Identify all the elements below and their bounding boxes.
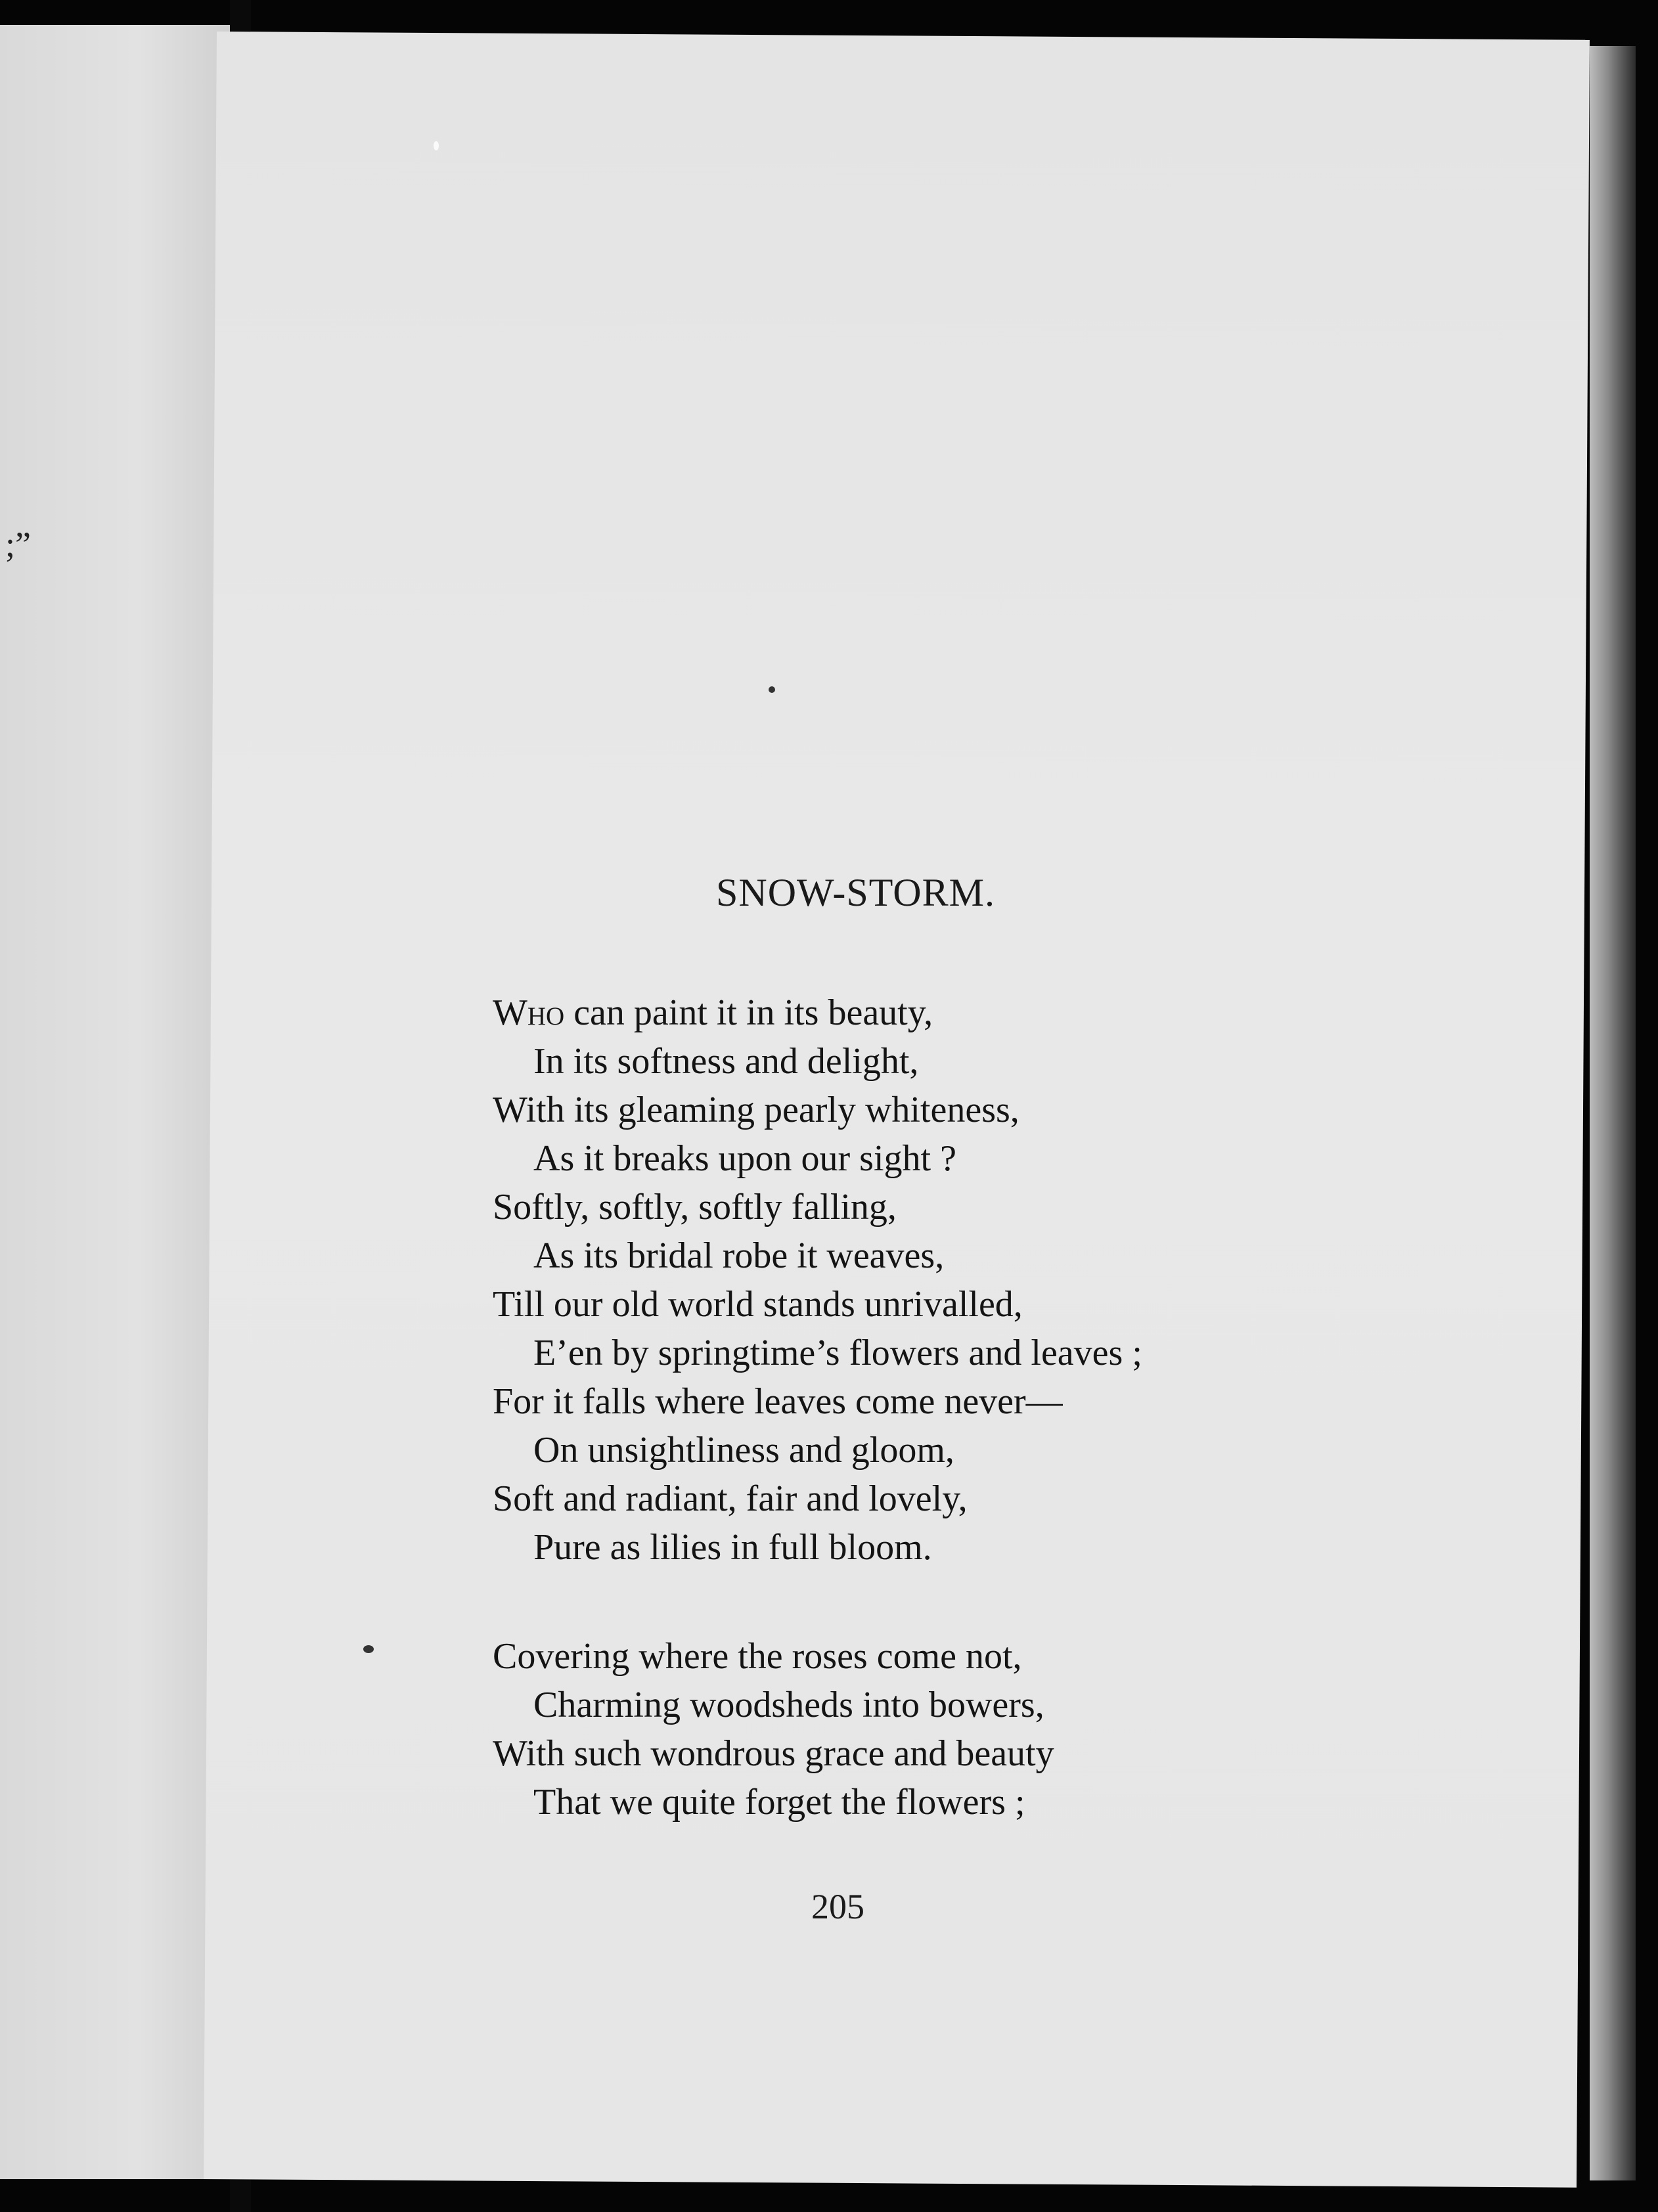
poem-body	[493, 988, 1142, 1887]
poem-line: Covering where the roses come not,	[493, 1636, 1022, 1677]
ink-speck	[434, 141, 439, 150]
ink-speck	[769, 686, 775, 693]
poem-stanza-2	[493, 1632, 1142, 1826]
poem-line: Charming woodsheds into bowers,	[533, 1685, 1044, 1725]
poem-line: As it breaks upon our sight ?	[533, 1138, 956, 1179]
poem-line: Soft and radiant, fair and lovely,	[493, 1478, 968, 1519]
poem-line: As its bridal robe it weaves,	[533, 1235, 945, 1276]
poem-line: Softly, softly, softly falling,	[493, 1187, 897, 1228]
poem-first-word: Who	[493, 992, 565, 1033]
poem-line: In its softness and delight,	[533, 1041, 919, 1082]
poem-stanza-1	[493, 988, 1142, 1572]
poem-line: That we quite forget the flowers ;	[533, 1782, 1025, 1823]
poem-line-text: can paint it in its beauty,	[564, 992, 933, 1033]
left-page-edge-text: ;”	[5, 525, 31, 564]
ink-speck	[363, 1645, 374, 1653]
poem-line: With its gleaming pearly whiteness,	[493, 1090, 1019, 1130]
poem-title: SNOW-STORM.	[716, 871, 995, 914]
poem-line: E’en by springtime’s flowers and leaves ;	[533, 1333, 1142, 1373]
poem-line	[493, 988, 1142, 1037]
poem-line: For it falls where leaves come never—	[493, 1381, 1063, 1422]
poem-line: Pure as lilies in full bloom.	[533, 1527, 932, 1568]
poem-line: With such wondrous grace and beauty	[493, 1733, 1054, 1774]
left-page	[0, 25, 230, 2179]
poem-line: On unsightliness and gloom,	[533, 1430, 954, 1471]
poem-line: Till our old world stands unrivalled,	[493, 1284, 1023, 1325]
page-number: 205	[811, 1887, 864, 1926]
page-edge-shadow	[1590, 46, 1636, 2180]
